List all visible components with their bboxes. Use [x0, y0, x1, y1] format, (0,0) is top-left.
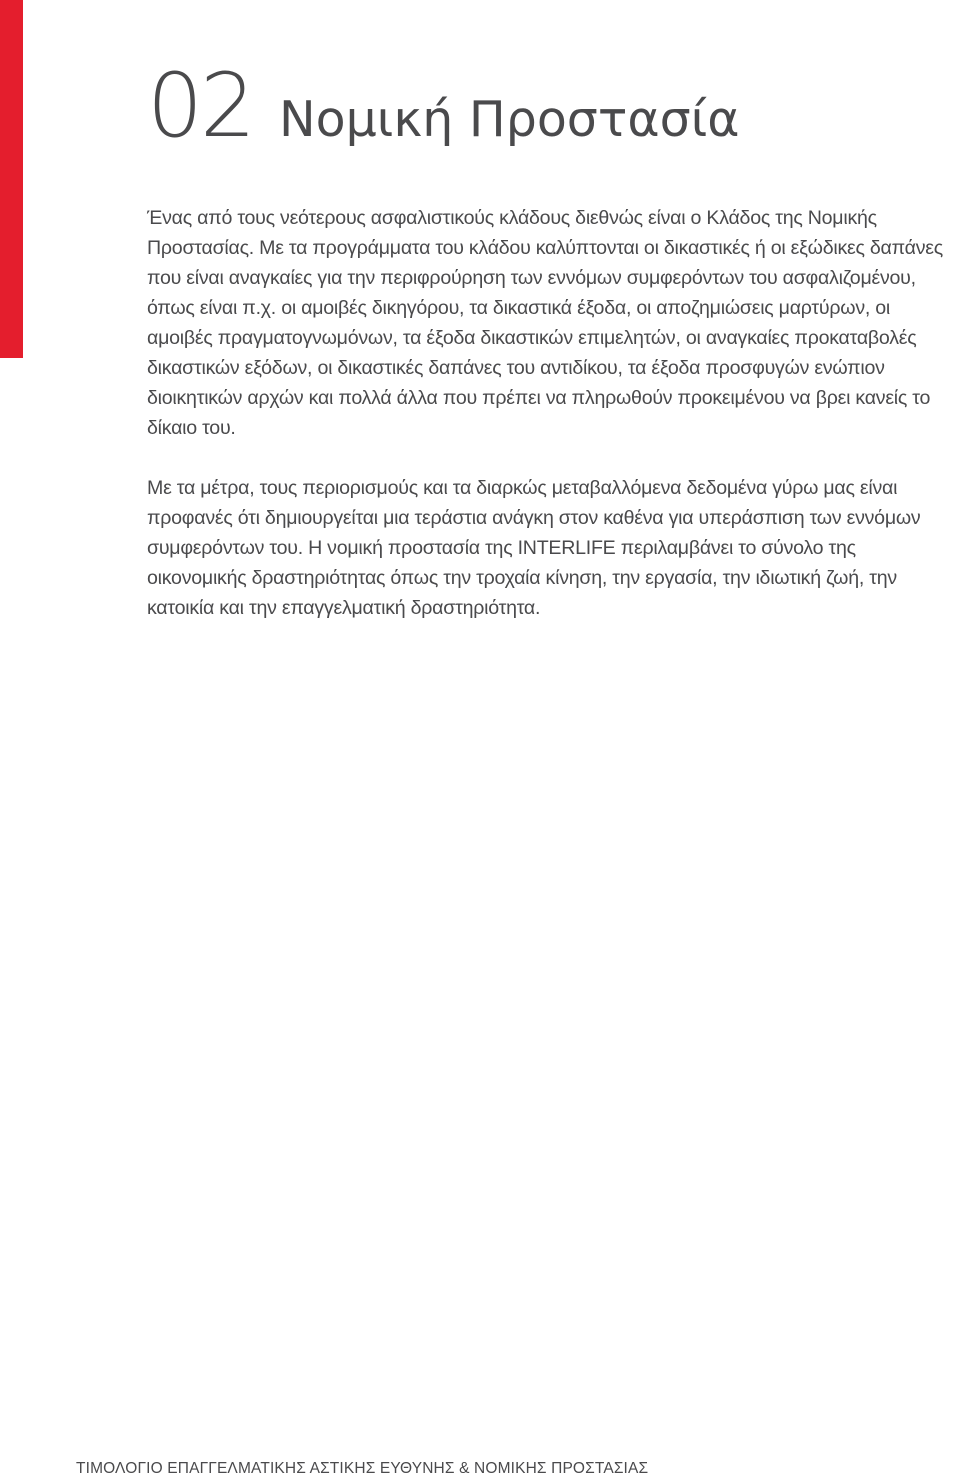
accent-bar	[0, 0, 23, 358]
footer-title: ΤΙΜΟΛΟΓΙΟ ΕΠΑΓΓΕΛΜΑΤΙΚΗΣ ΑΣΤΙΚΗΣ ΕΥΘΥΝΗΣ & ΝΟΜΙΚΗΣ ΠΡΟΣΤΑΣΙΑΣ	[76, 1460, 649, 1477]
paragraph-coverage: Με τα μέτρα, τους περιορισμούς και τα διαρκώς μεταβαλλόμενα δεδομένα γύρω μας είναι προφανές ότι δημιουργείται μια τεράστια ανάγκη στον καθένα για υπεράσπιση των εννόμων συμφερόντων του. Η νομική προστασία της INTERLIFE περιλαμβάνει το σύνολο της οικονομικής δραστηριότητας όπως την τροχαία κίνηση, την εργασία, την ιδιωτική ζωή, την κατοικία και την επαγγελματική δραστηριότητα.	[147, 477, 921, 619]
chapter-number: 02	[147, 54, 253, 157]
chapter-header	[147, 54, 740, 172]
body-text	[147, 203, 957, 623]
paragraph-intro: Ένας από τους νεότερους ασφαλιστικούς κλάδους διεθνώς είναι ο Κλάδος της Νομικής Προστασίας. Με τα προγράμματα του κλάδου καλύπτονται οι δικαστικές ή οι εξώδικες δαπάνες που είναι αναγκαίες για την περιφρούρηση των εννόμων συμφερόντων του ασφαλιζομένου, όπως είναι π.χ. οι αμοιβές δικηγόρου, τα δικαστικά έξοδα, οι αποζημιώσεις μαρτύρων, οι αμοιβές πραγματογνωμόνων, τα έξοδα δικαστικών επιμελητών, οι αναγκαίες προκαταβολές δικαστικών εξόδων, οι δικαστικές δαπάνες του αντιδίκου, τα έξοδα προσφυγών ενώπιον διοικητικών αρχών και πολλά άλλα που πρέπει να πληρωθούν προκειμένου να βρει κανείς το δίκαιο του.	[147, 207, 943, 439]
chapter-title: Νομική Προστασία	[278, 91, 740, 148]
